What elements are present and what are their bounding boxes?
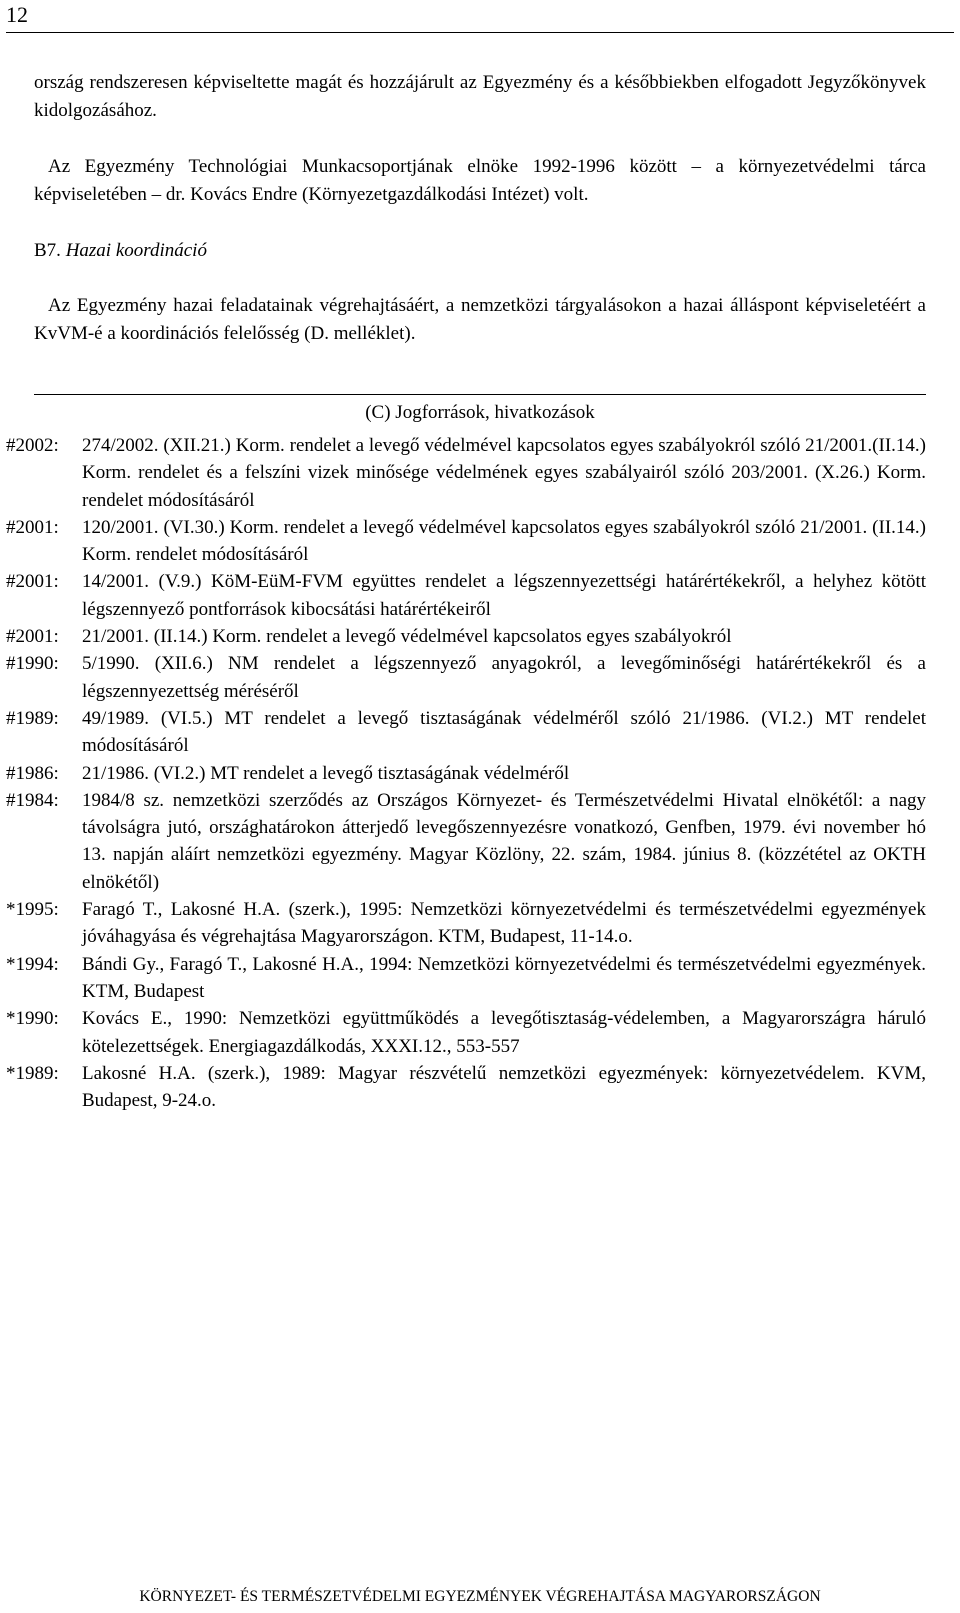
body-paragraph: ország rendszeresen képviseltette magát és hozzájárult az Egyezmény és a későbbiekben elfogadott Jegyzőkönyvek kidolgozásához. <box>34 72 926 121</box>
reference-key: #1990: <box>6 653 59 675</box>
reference-item <box>6 650 926 705</box>
reference-key: #2001: <box>6 516 59 538</box>
reference-item <box>6 568 926 623</box>
reference-item <box>6 432 926 514</box>
reference-key: *1990: <box>6 1008 59 1030</box>
page-footer: KÖRNYEZET- ÉS TERMÉSZETVÉDELMI EGYEZMÉNYEK VÉGREHAJTÁSA MAGYARORSZÁGON <box>139 1588 821 1605</box>
reference-text: 5/1990. (XII.6.) NM rendelet a légszennyező anyagokról, a levegőminőségi határértékekről és a légszennyezettség méréséről <box>82 653 926 702</box>
reference-key: #1989: <box>6 707 59 729</box>
reference-key: *1989: <box>6 1062 59 1084</box>
reference-list <box>6 432 926 1114</box>
reference-text: 21/1986. (VI.2.) MT rendelet a levegő tisztaságának védelméről <box>82 762 570 784</box>
reference-item <box>6 896 926 951</box>
section-rule <box>34 394 926 395</box>
reference-text: 120/2001. (VI.30.) Korm. rendelet a levegő védelmével kapcsolatos egyes szabályokról szóló 21/2001. (II.14.) Korm. rendelet módosításáról <box>82 516 926 566</box>
section-heading <box>34 237 207 265</box>
reference-item <box>6 623 926 650</box>
reference-item <box>6 1005 926 1060</box>
reference-item <box>6 1060 926 1115</box>
reference-key: #2001: <box>6 571 59 593</box>
page-number: 12 <box>6 2 28 27</box>
header-rule <box>6 32 954 33</box>
reference-key: #1984: <box>6 789 59 811</box>
reference-text: 49/1989. (VI.5.) MT rendelet a levegő tisztaságának védelméről szóló 21/1986. (VI.2.) MT rendelet módosításáról <box>82 707 926 757</box>
reference-item <box>6 787 926 896</box>
reference-item <box>6 951 926 1006</box>
reference-item <box>6 514 926 569</box>
reference-text: 1984/8 sz. nemzetközi szerződés az Országos Környezet- és Természetvédelmi Hivatal elnökétől: a nagy távolságra jutó, országhatárokon átterjedő levegőszennyezésre vonatkozó, Genfben, 1979. évi november hó 13. napján aláírt nemzetközi egyezmény. Magyar Közlöny, 22. szám, 1984. június 8. (közzététel az OKTH elnökétől) <box>82 789 926 893</box>
reference-text: Faragó T., Lakosné H.A. (szerk.), 1995: Nemzetközi környezetvédelmi és természetvédelmi egyezmények jóváhagyása és végrehajtása Magyarországon. KTM, Budapest, 11-14.o. <box>82 899 926 948</box>
reference-key: #2001: <box>6 626 59 648</box>
reference-item <box>6 705 926 760</box>
body-paragraph: Az Egyezmény Technológiai Munkacsoportjának elnöke 1992-1996 között – a környezetvédelmi tárca képviseletében – dr. Kovács Endre (Környezetgazdálkodási Intézet) volt. <box>34 156 926 205</box>
section-heading-title: Hazai koordináció <box>65 240 207 261</box>
section-heading-number: B7. <box>34 240 61 261</box>
reference-text: 274/2002. (XII.21.) Korm. rendelet a levegő védelmével kapcsolatos egyes szabályokról szóló 21/2001.(II.14.) Korm. rendelet és a felszíni vizek minősége védelmének egyes szabályairól szóló 203/2001. (X.26.) Korm. rendelet módosításáról <box>82 435 926 511</box>
reference-key: *1994: <box>6 953 59 975</box>
reference-text: Lakosné H.A. (szerk.), 1989: Magyar részvételű nemzetközi egyezmények: környezetvédelem. KVM, Budapest, 9-24.o. <box>82 1062 926 1112</box>
reference-text: Kovács E., 1990: Nemzetközi együttműködés a levegőtisztaság-védelemben, a Magyarországra háruló kötelezettségek. Energiagazdálkodás, XXXI.12., 553-557 <box>82 1008 926 1057</box>
reference-key: #1986: <box>6 762 59 784</box>
references-section-title: (C) Jogforrások, hivatkozások <box>365 402 595 423</box>
reference-text: 21/2001. (II.14.) Korm. rendelet a levegő védelmével kapcsolatos egyes szabályokról <box>82 626 732 648</box>
body-paragraph: Az Egyezmény hazai feladatainak végrehajtásáért, a nemzetközi tárgyalásokon a hazai álláspont képviseletéért a KvVM-é a koordinációs felelősség (D. melléklet). <box>34 295 926 344</box>
reference-item <box>6 760 926 787</box>
reference-text: 14/2001. (V.9.) KöM-EüM-FVM együttes rendelet a légszennyezettségi határértékekről, a helyhez kötött légszennyező pontforrások kibocsátási határértékeiről <box>82 571 926 620</box>
reference-key: *1995: <box>6 899 59 921</box>
reference-key: #2002: <box>6 435 59 456</box>
reference-text: Bándi Gy., Faragó T., Lakosné H.A., 1994: Nemzetközi környezetvédelmi és természetvédelmi egyezmények. KTM, Budapest <box>82 953 926 1002</box>
